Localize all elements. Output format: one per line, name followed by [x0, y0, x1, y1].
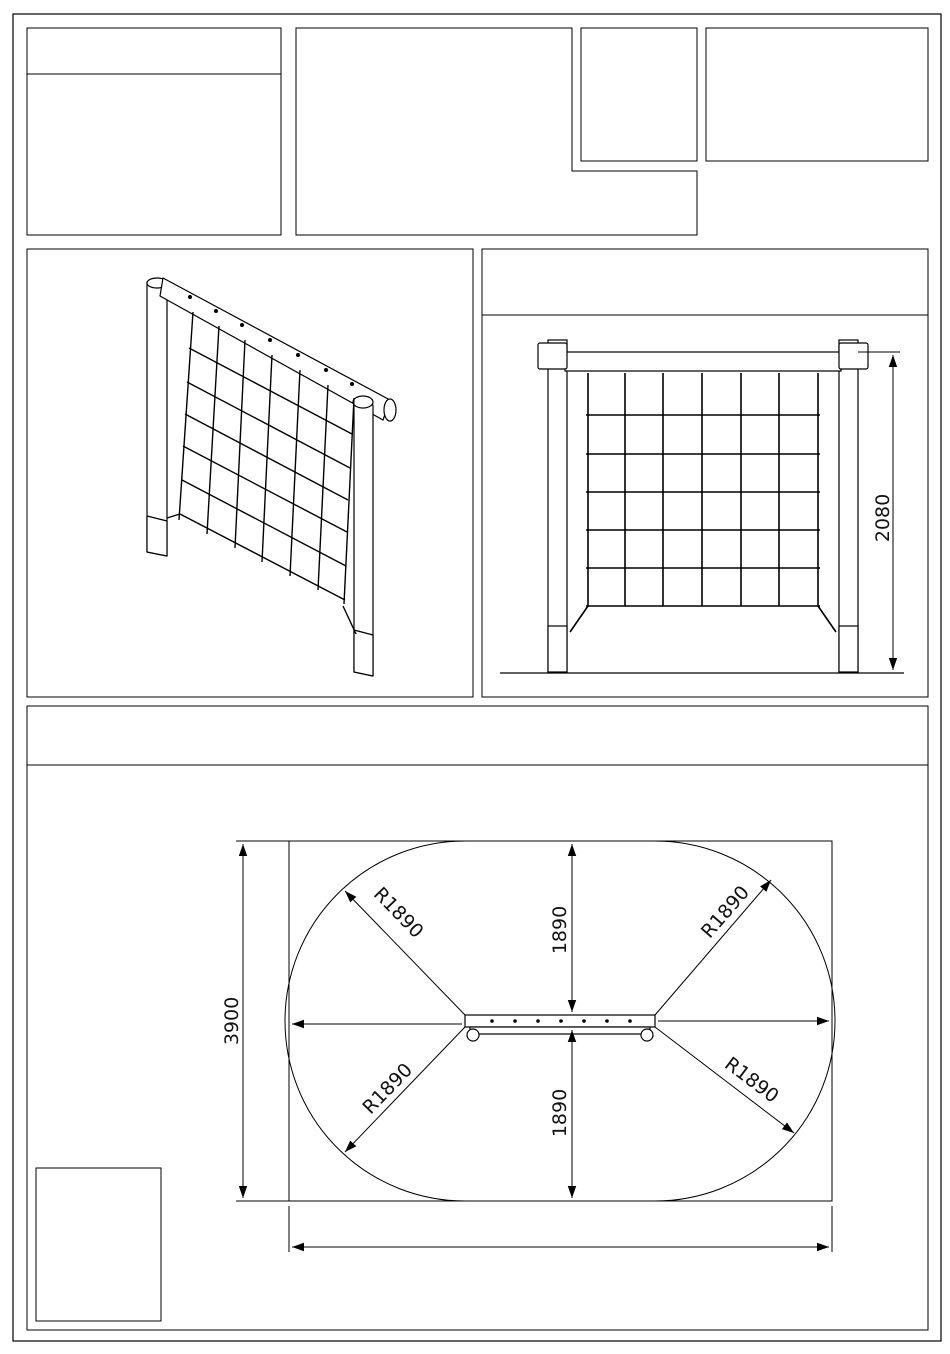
radius-top-left-label: R1890: [369, 883, 428, 943]
radius-bottom-left-label: R1890: [358, 1059, 417, 1119]
overall-depth-label: 3900: [221, 996, 243, 1046]
front-elevation-climbing-net: [500, 340, 904, 673]
title-box-info: [706, 28, 928, 161]
legend-box: [36, 1168, 161, 1321]
title-block: [27, 28, 928, 235]
distance-bottom-label: 1890: [549, 1088, 571, 1138]
radius-top-right-label: R1890: [696, 881, 754, 943]
distance-top-label: 1890: [549, 905, 571, 955]
isometric-view-panel: [27, 249, 473, 697]
height-dimension-label: 2080: [872, 493, 894, 543]
plan-equipment: [465, 1015, 655, 1041]
isometric-climbing-net: [147, 278, 396, 676]
radius-bottom-right-label: R1890: [720, 1052, 783, 1108]
title-box-logo: [27, 28, 281, 235]
sheet-border: [13, 14, 941, 1341]
title-box-scale: [581, 28, 697, 161]
title-box-main: [296, 28, 697, 235]
